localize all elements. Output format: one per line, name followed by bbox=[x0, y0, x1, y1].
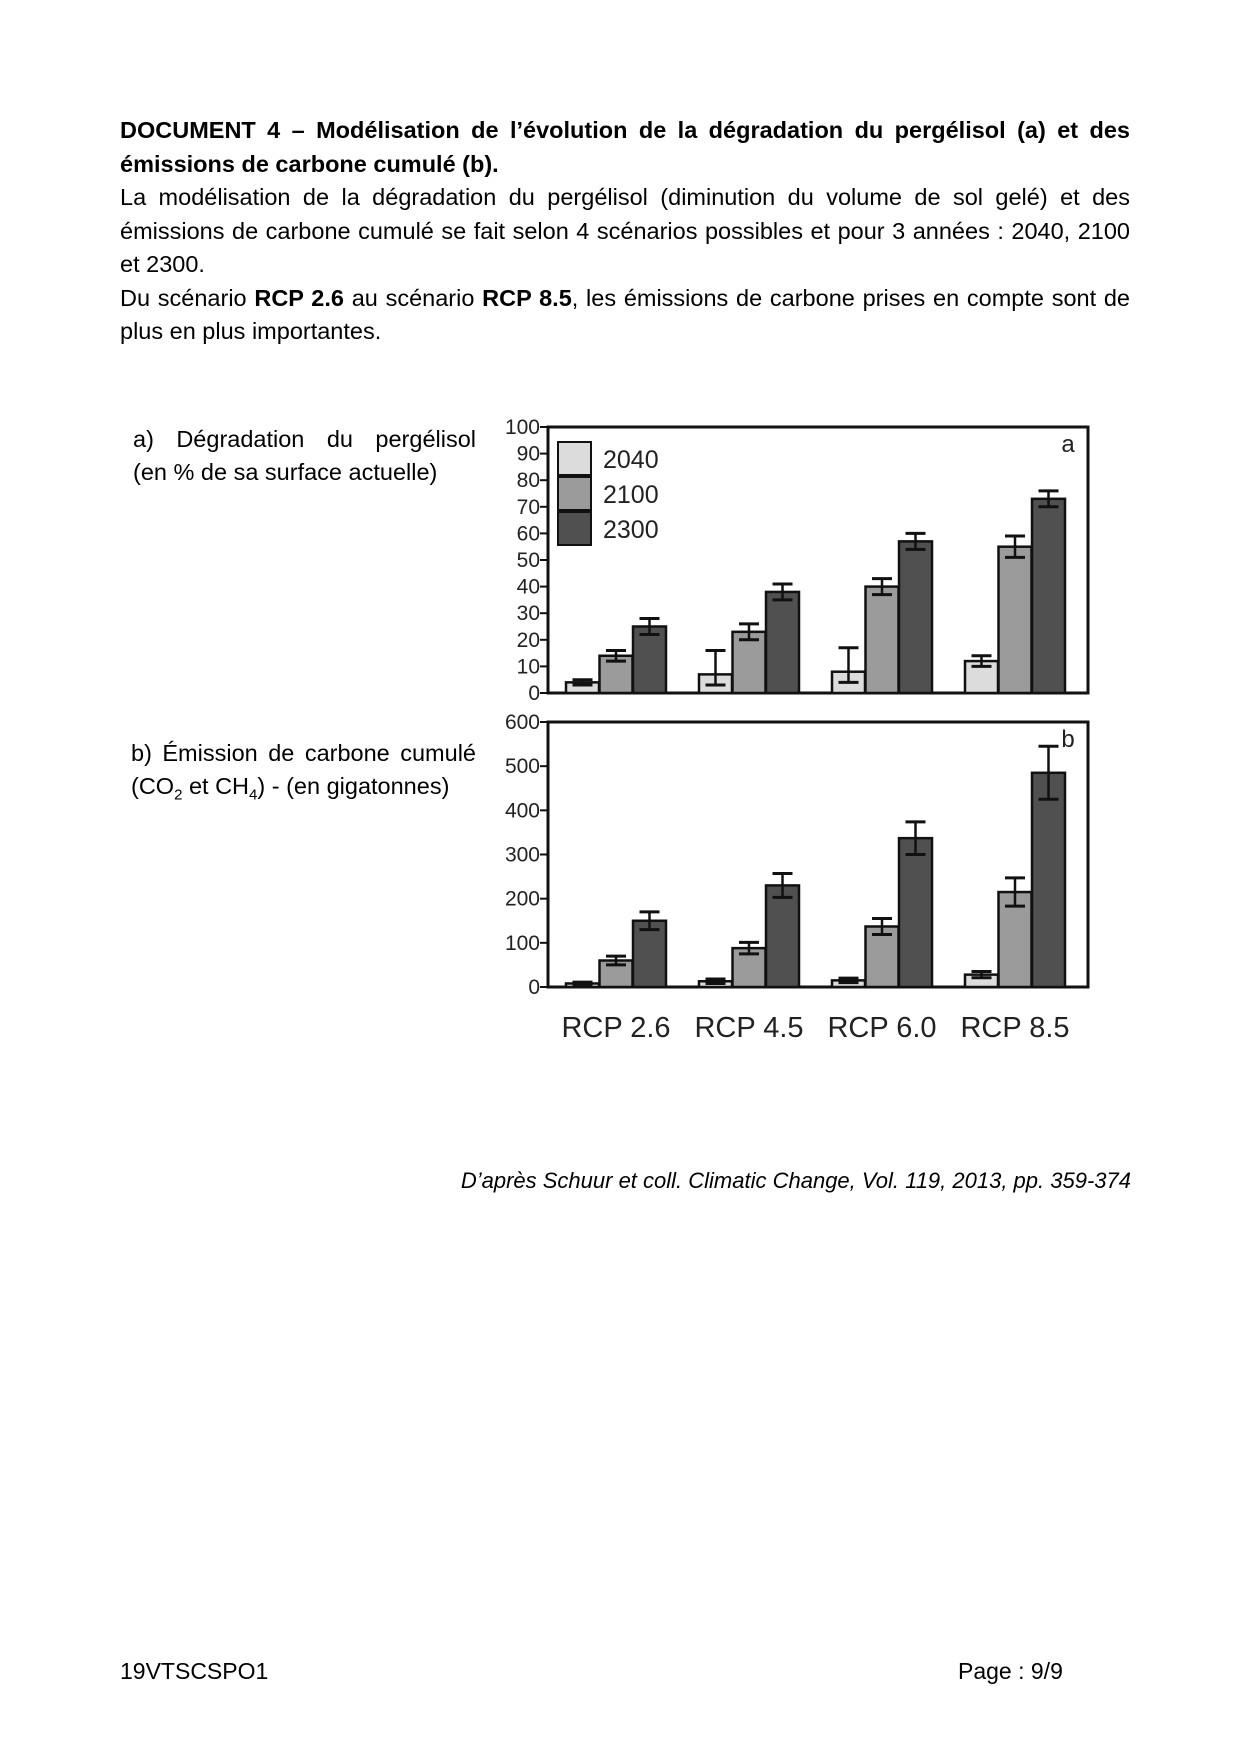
source-citation: D’après Schuur et coll. Climatic Change, Vol. 119, 2013, pp. 359-374 bbox=[460, 1168, 1131, 1193]
category-label-1: RCP 4.5 bbox=[694, 1012, 804, 1044]
scenario-text-start: Du scénario bbox=[120, 284, 255, 311]
panel-a-legend-label-2100: 2100 bbox=[603, 481, 659, 509]
panel-a-bar-2100-2 bbox=[866, 587, 899, 693]
panel-a-y-tick-label: 90 bbox=[516, 442, 540, 466]
panel-b-bar-2300-1 bbox=[766, 885, 799, 987]
panel-a-legend-label-2300: 2300 bbox=[603, 516, 659, 544]
category-label-3: RCP 8.5 bbox=[960, 1012, 1070, 1044]
panel-a-y-tick-label: 40 bbox=[516, 575, 540, 599]
panel-a-y-tick-label: 20 bbox=[516, 628, 540, 652]
category-label-0: RCP 2.6 bbox=[561, 1012, 671, 1044]
panel-a-legend-swatch-2300 bbox=[558, 512, 591, 545]
panel-a-y-tick-label: 50 bbox=[516, 549, 540, 572]
panel-a-bar-2300-0 bbox=[633, 627, 666, 694]
caption-b-line2: ($CO_2$ et $CH_4) - (en$ gigatonnes) bbox=[131, 773, 450, 804]
panel-a-bar-2300-1 bbox=[766, 592, 799, 693]
panel-a-y-tick-label: 80 bbox=[516, 469, 540, 493]
panel-b-y-tick-label: 600 bbox=[504, 711, 540, 734]
scenario-text-end: , les émissions de carbone prises en compte sont de plus en plus importantes. bbox=[120, 284, 1130, 344]
panel-b-y-tick-label: 400 bbox=[504, 799, 540, 823]
panel-a-y-tick-label: 100 bbox=[504, 416, 540, 439]
intro-paragraph: La modélisation de la dégradation du pergélisol (diminution du volume de sol gelé) et des émissions de carbone cumulé se fait selon 4 scénarios possibles et pour 3 années : 2040, 2100 et 2300. bbox=[120, 184, 1130, 277]
caption-b-line1: b) Émission de carbone cumulé bbox=[131, 740, 476, 766]
panel-b-bar-2300-2 bbox=[899, 838, 932, 987]
panel-b-y-tick-label: 200 bbox=[504, 887, 540, 911]
panel-a-y-tick-label: 30 bbox=[516, 602, 540, 626]
caption-a-line1: a) Dégradation du pergélisol bbox=[133, 426, 476, 452]
panel-b-y-tick-label: 0 bbox=[528, 976, 540, 999]
panel-a-legend-swatch-2100 bbox=[558, 477, 591, 510]
panel-a-y-tick-label: 70 bbox=[516, 495, 540, 519]
panel-a-legend-label-2040: 2040 bbox=[603, 446, 659, 474]
footer-page-number: Page : 9/9 bbox=[958, 1658, 1063, 1684]
panel-a-bar-2100-3 bbox=[999, 547, 1032, 693]
document-title: DOCUMENT 4 – Modélisation de l’évolution de la dégradation du pergélisol (a) et des émissions de carbone cumulé (b). bbox=[120, 117, 1130, 177]
panel-a-bar-2300-2 bbox=[899, 541, 932, 693]
panel-a-legend-swatch-2040 bbox=[558, 442, 591, 475]
category-label-2: RCP 6.0 bbox=[827, 1012, 937, 1044]
panel-b-y-tick-label: 500 bbox=[504, 755, 540, 779]
rcp-high-label: RCP 8.5 bbox=[482, 284, 572, 311]
panel-a-y-tick-label: 10 bbox=[516, 655, 540, 679]
panel-b-bar-2300-3 bbox=[1032, 773, 1065, 987]
panel-a-bar-2300-3 bbox=[1032, 499, 1065, 693]
panel-a-y-tick-label: 0 bbox=[528, 682, 540, 705]
panel-b-y-tick-label: 300 bbox=[504, 843, 540, 867]
caption-a-line2: (en % de sa surface actuelle) bbox=[133, 459, 438, 485]
rcp-low-label: RCP 2.6 bbox=[254, 284, 344, 311]
panel-b-y-tick-label: 100 bbox=[504, 931, 540, 955]
panel-a-letter: a bbox=[1061, 431, 1075, 458]
footer-code: 19VTSCSPO1 bbox=[120, 1658, 269, 1684]
scenario-text-mid: au scénario bbox=[343, 284, 483, 311]
panel-a-y-tick-label: 60 bbox=[516, 522, 540, 546]
panel-b-letter: b bbox=[1061, 726, 1075, 753]
